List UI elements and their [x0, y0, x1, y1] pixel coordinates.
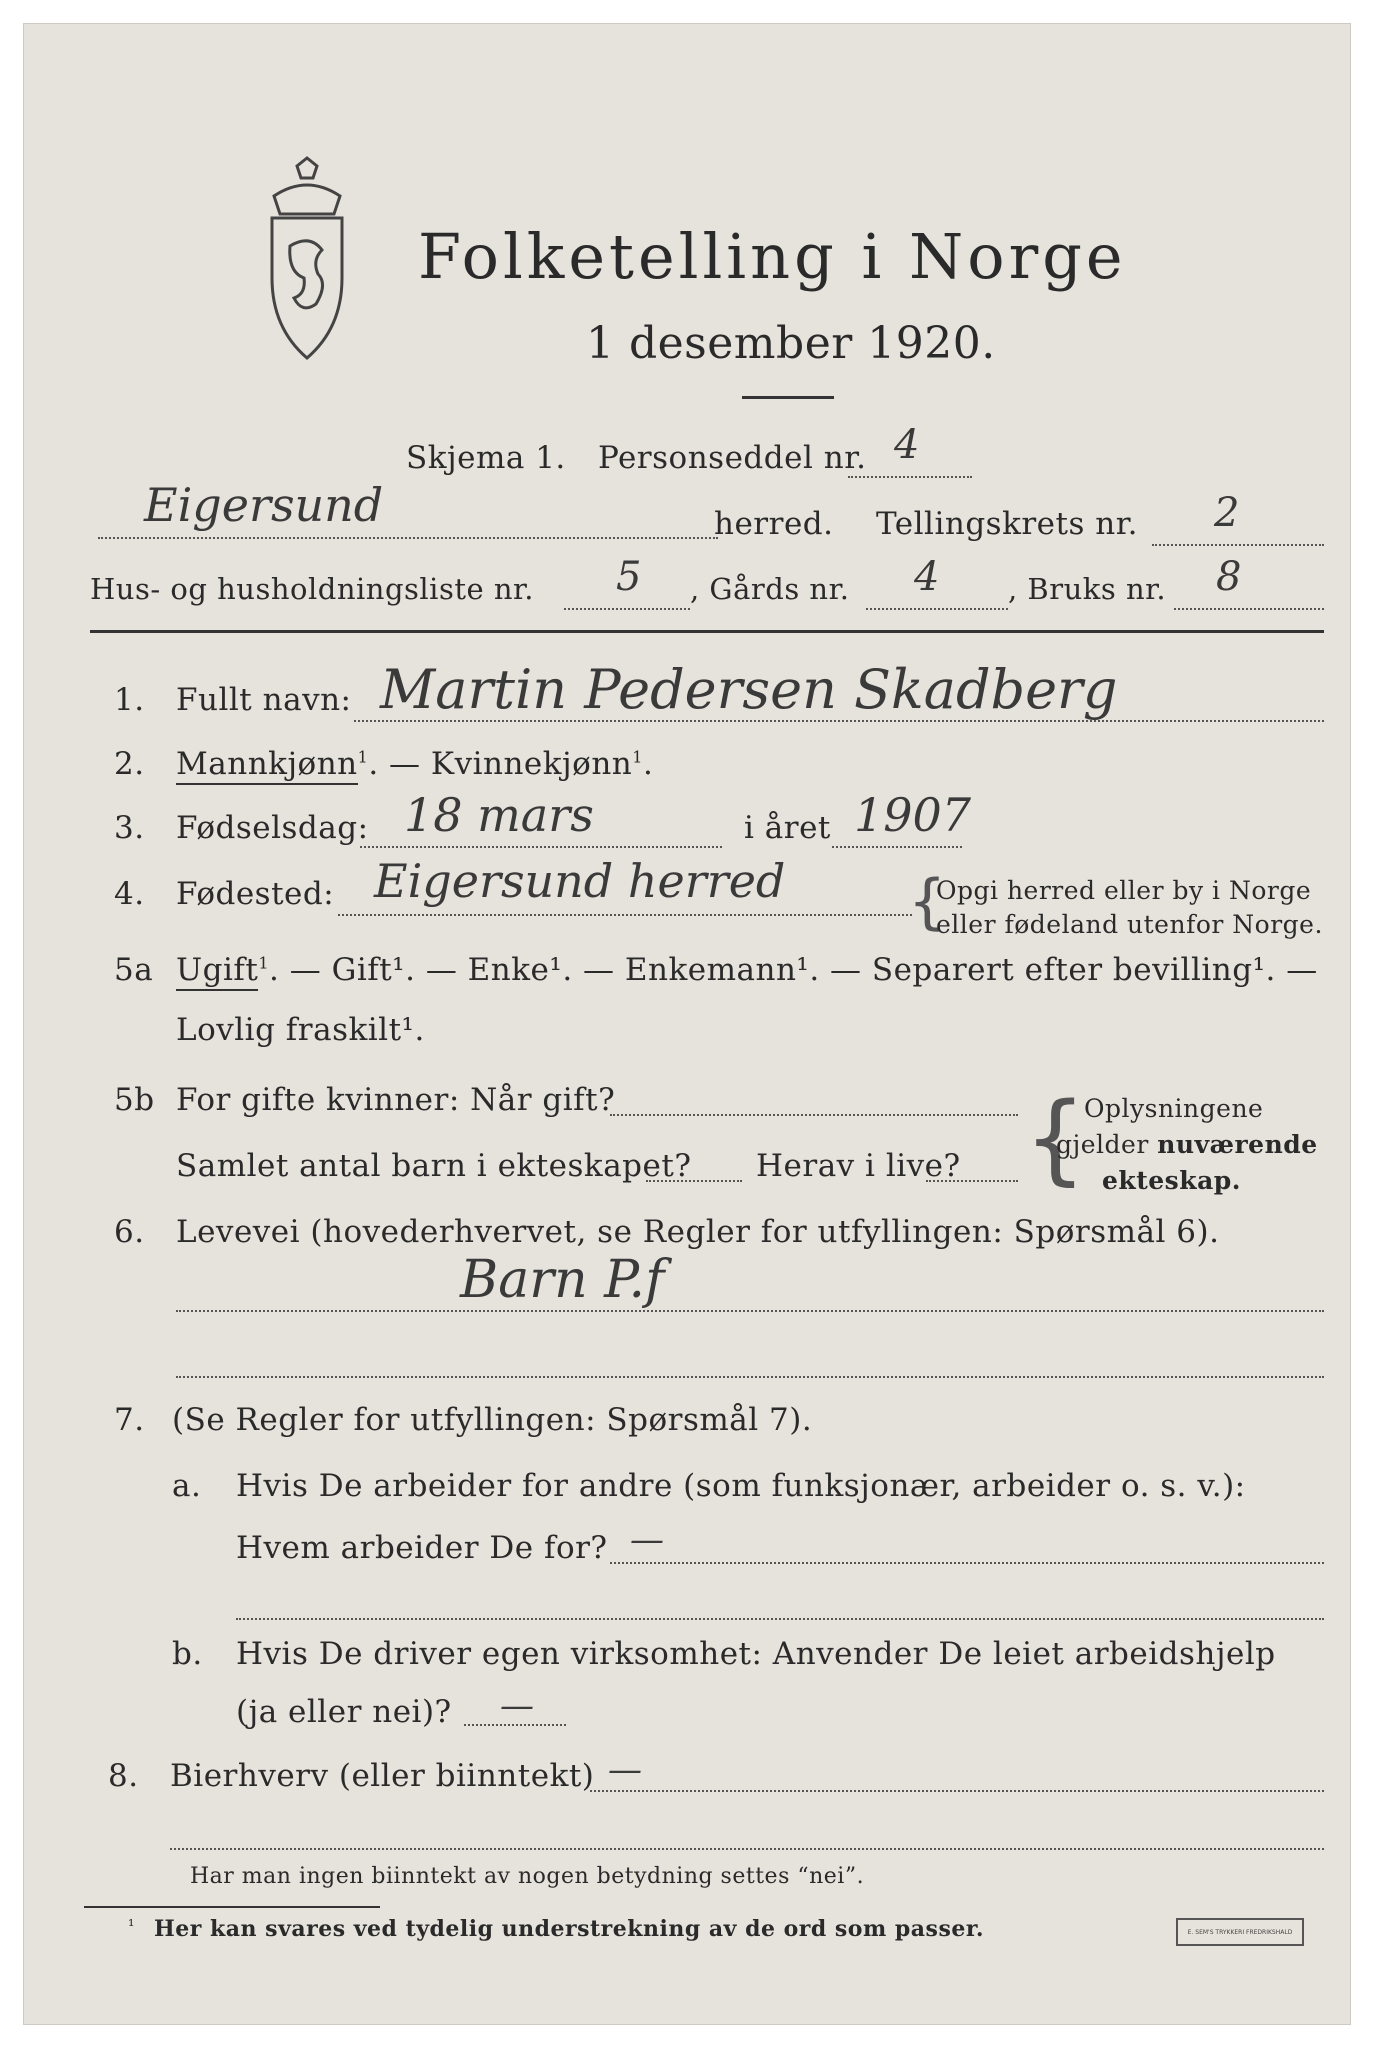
tellingskrets-label: Tellingskrets nr. [876, 506, 1138, 542]
personseddel-value[interactable]: 4 [894, 422, 920, 468]
schema-label: Skjema 1. [406, 440, 566, 476]
footnote-divider [84, 1906, 380, 1908]
q1-number: 1. [114, 682, 145, 718]
q3-year-value[interactable]: 1907 [854, 788, 972, 842]
q2-separator: . — [368, 746, 431, 782]
q7a-number: a. [172, 1468, 202, 1504]
q7b-value[interactable]: — [500, 1686, 534, 1726]
printer-mark [1176, 1918, 1304, 1946]
q1-label: Fullt navn: [176, 682, 352, 718]
gards-line [866, 608, 1008, 610]
gards-label: , Gårds nr. [690, 572, 850, 606]
herred-line [98, 537, 718, 539]
q5b-note1: Oplysningene [1084, 1094, 1264, 1123]
q6-value[interactable]: Barn P.f [460, 1250, 665, 1310]
q4-note-line1: Opgi herred eller by i Norge [936, 876, 1312, 905]
q3-line [360, 846, 722, 848]
q5b-line2b: Herav i live? [756, 1148, 961, 1184]
q5b-note2b: nuværende [1157, 1130, 1318, 1159]
q2-sex-options: Mannkjønn$^1$. — Kvinnekjønn$^1$. [176, 746, 653, 782]
q5a-number: 5a [114, 952, 154, 988]
q5b-note2a: gjelder [1056, 1130, 1158, 1159]
tellingskrets-line [1152, 544, 1324, 546]
q7b-line1: Hvis De driver egen virksomhet: Anvender De leiet arbeidshjelp [236, 1636, 1276, 1672]
q7a-line2: Hvem arbeider De for? [236, 1530, 608, 1566]
personseddel-label: Personseddel nr. [598, 440, 867, 476]
hus-line [564, 608, 690, 610]
form-title: Folketelling i Norge [418, 220, 1127, 293]
bruks-label: , Bruks nr. [1008, 572, 1167, 606]
herred-value[interactable]: Eigersund [144, 478, 384, 532]
q6-label: Levevei (hovederhvervet, se Regler for utfyllingen: Spørsmål 6). [176, 1214, 1220, 1250]
q5b-note3: ekteskap. [1102, 1166, 1241, 1195]
q3-label: Fødselsdag: [176, 810, 369, 846]
q8-value[interactable]: — [608, 1750, 642, 1790]
footnote-mark: ¹ [128, 1916, 135, 1935]
q7a-value[interactable]: — [630, 1520, 664, 1560]
norway-coat-of-arms-icon [252, 156, 362, 378]
q5a-other-options: . — Gift¹. — Enke¹. — Enkemann¹. — Separert efter bevilling¹. — [269, 952, 1318, 988]
q5b-note2 [1056, 1130, 1318, 1159]
q8-label: Bierhverv (eller biinntekt) [170, 1758, 595, 1794]
q5a-line2: Lovlig fraskilt¹. [176, 1012, 425, 1048]
nei-note: Har man ingen biinntekt av nogen betydning settes “nei”. [190, 1864, 865, 1889]
q1-value[interactable]: Martin Pedersen Skadberg [380, 658, 1118, 721]
header-divider [90, 630, 1324, 633]
bruks-line [1174, 608, 1324, 610]
q7-number: 7. [114, 1402, 145, 1438]
q5b-line2a: Samlet antal barn i ekteskapet? [176, 1148, 692, 1184]
q3-year-line [832, 846, 962, 848]
q2-end: . [642, 746, 654, 782]
q8-number: 8. [108, 1758, 139, 1794]
tellingskrets-value[interactable]: 2 [1214, 490, 1240, 536]
q4-note-brace: { [908, 867, 947, 937]
q7b-number: b. [172, 1636, 203, 1672]
personseddel-line [848, 476, 972, 478]
q4-value[interactable]: Eigersund herred [374, 854, 786, 908]
q5b-alive-line [926, 1180, 1018, 1182]
q7-label: (Se Regler for utfyllingen: Spørsmål 7). [172, 1402, 813, 1438]
q8-extra-line [170, 1848, 1324, 1850]
q5b-married-line [610, 1114, 1018, 1116]
hus-value[interactable]: 5 [616, 554, 642, 600]
q5b-note-brace: { [1024, 1082, 1087, 1196]
q8-answer-line [590, 1790, 1324, 1792]
q5b-children-line [646, 1180, 742, 1182]
q7b-line2: (ja eller nei)? [236, 1694, 452, 1730]
census-date: 1 desember 1920. [586, 318, 996, 369]
q4-label: Fødested: [176, 876, 335, 912]
title-divider [742, 396, 834, 399]
q5b-number: 5b [114, 1082, 155, 1118]
q2-male-option[interactable]: Mannkjønn [176, 746, 358, 785]
herred-label: herred. [714, 506, 834, 542]
q2-female-option[interactable]: Kvinnekjønn [430, 746, 633, 782]
q6-line1 [176, 1310, 1324, 1312]
q5b-line1: For gifte kvinner: Når gift? [176, 1082, 616, 1118]
q3-value[interactable]: 18 mars [404, 788, 594, 842]
gards-value[interactable]: 4 [914, 554, 940, 600]
hus-label: Hus- og husholdningsliste nr. [90, 572, 534, 606]
q7a-line1: Hvis De arbeider for andre (som funksjonær, arbeider o. s. v.): [236, 1468, 1246, 1504]
q6-number: 6. [114, 1214, 145, 1250]
q4-line [338, 914, 912, 916]
footnote-text: Her kan svares ved tydelig understrekning av de ord som passer. [154, 1916, 985, 1942]
q3-number: 3. [114, 810, 145, 846]
q6-line2 [176, 1376, 1324, 1378]
q7a-answer-line [610, 1562, 1324, 1564]
q2-number: 2. [114, 746, 145, 782]
q4-number: 4. [114, 876, 145, 912]
census-form [24, 24, 1350, 2024]
q5a-ugift-option[interactable]: Ugift [176, 952, 258, 991]
q7a-extra-line [236, 1618, 1324, 1620]
q4-note-line2: eller fødeland utenfor Norge. [936, 910, 1323, 939]
q5a-options: Ugift$^1$. — Gift¹. — Enke¹. — Enkemann¹. — Separert efter bevilling¹. — [176, 952, 1318, 988]
printer-mark-text: E. SEM'S TRYKKERI FREDRIKSHALD [1187, 1928, 1293, 1936]
bruks-value[interactable]: 8 [1216, 554, 1242, 600]
q3-year-label: i året [744, 810, 831, 846]
